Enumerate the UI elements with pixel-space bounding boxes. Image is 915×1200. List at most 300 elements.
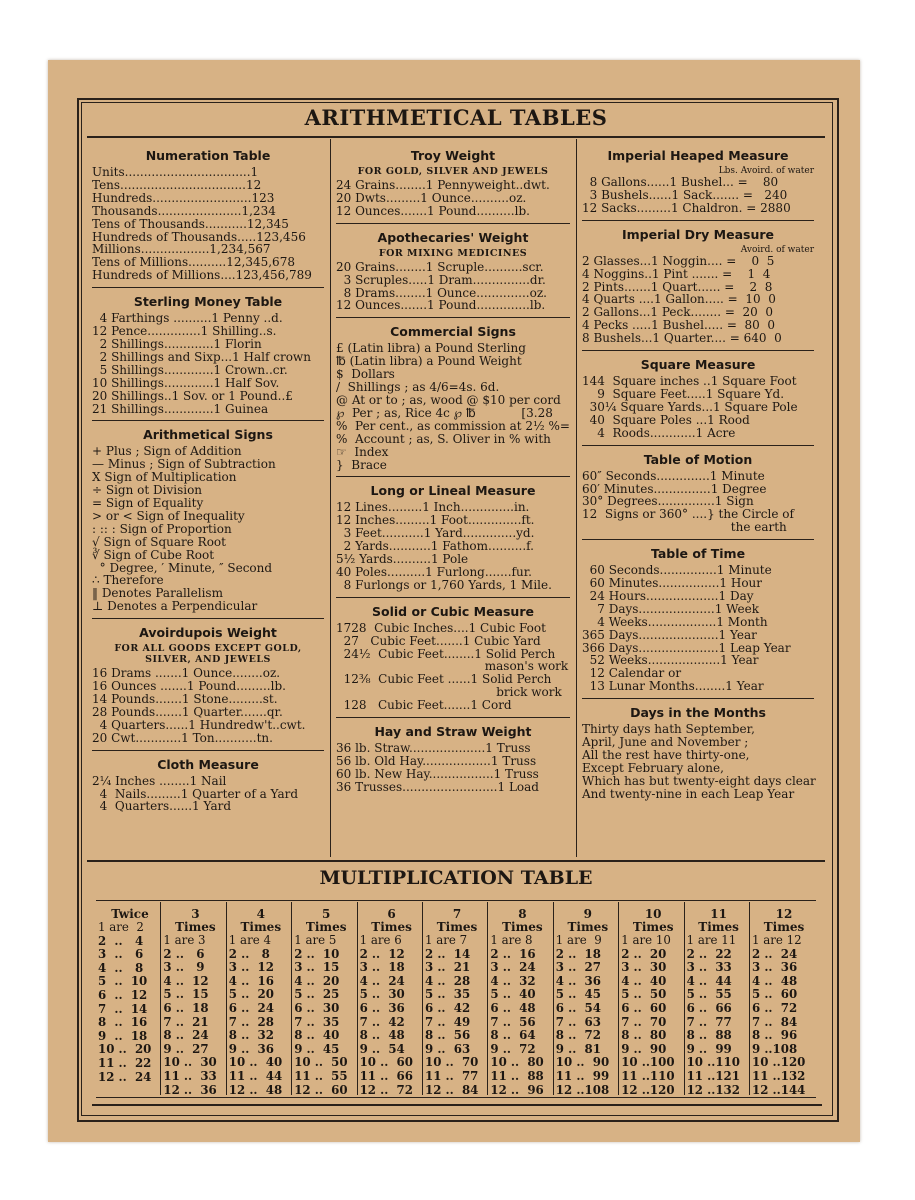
times-table-divider [226,902,227,1095]
section-divider [582,698,814,699]
table-row: √ Sign of Square Root [92,534,226,549]
times-table-row: 12 .. 72 [359,1082,413,1097]
table-row: 60 Minutes................1 Hour [582,576,763,591]
table-apothecaries-weight [336,230,570,313]
times-table-row: 12 .. 48 [228,1082,283,1097]
section-divider [92,420,324,421]
times-table-row: 12 ..120 [621,1082,675,1097]
times-table-divider [160,902,161,1095]
table-row: 21 Shillings.............1 Guinea [92,401,269,416]
table-row: 4 Quarters......1 Yard [92,799,232,814]
times-table-column [687,908,751,1097]
table-row: 27 Cubic Feet.......1 Cubic Yard [336,633,541,648]
section-divider [92,750,324,751]
times-table-row: 1 are 10 [621,933,671,947]
table-commercial-signs [336,324,570,471]
times-table-row: 9 .. 72 [490,1041,536,1056]
times-table-heading: Twice [111,907,149,921]
table-row: 365 Days.....................1 Year [582,627,757,642]
times-table-row: 3 .. 15 [294,960,340,975]
column-middle [336,148,570,794]
table-row: 8 Gallons......1 Bushel... = 80 [582,175,779,189]
times-table-row: 10 .. 40 [228,1055,283,1070]
times-table-divider [357,902,358,1095]
table-row: 7 Days....................1 Week [582,601,759,616]
times-table-row: 3 .. 36 [752,960,798,975]
title-rule [87,136,825,138]
times-table-heading: 3 [191,907,200,921]
table-row: 2 Shillings.............1 Florin [92,336,262,351]
times-table-column [98,908,162,1084]
table-avoirdupois-weight [92,625,324,744]
times-table-row: 8 .. 64 [490,1028,536,1043]
times-table-row: 2 .. 12 [359,946,405,961]
times-table-heading: 7 [452,907,462,921]
times-table-heading: 11 [710,907,727,921]
table-row: 30° Degrees...............1 Sign [582,494,754,509]
times-table-divider [684,902,685,1095]
times-table-row: 8 .. 72 [555,1028,601,1043]
table-row: Millions..................1,234,567 [92,242,271,257]
bottom-rule [92,1104,822,1106]
times-table-row: 6 .. 12 [98,987,148,1002]
table-troy-weight [336,148,570,218]
times-table-row: 9 .. 99 [686,1041,732,1056]
table-solid-or-cubic-measure [336,604,570,712]
times-table-row: 11 .. 66 [359,1068,413,1083]
table-row: 40 Poles..........1 Furlong.......fur. [336,564,532,579]
table-row: + Plus ; Sign of Addition [92,444,242,459]
times-table-row: 3 .. 6 [98,947,144,962]
table-row: ⊥ Denotes a Perpendicular [92,599,258,614]
times-table-row: 5 .. 20 [228,987,274,1002]
times-table-row: 5 .. 50 [621,987,667,1002]
table-row: Units.................................1 [92,165,259,179]
table-row: ℘ Per ; as, Rice 4c ℘ ℔ [3.28 [336,405,553,420]
times-table-row: 10 .. 70 [425,1055,479,1070]
times-table-row: 6 .. 24 [228,1000,274,1015]
times-table-row: 10 .. 80 [490,1055,544,1070]
times-table-heading: 12 [775,907,793,921]
times-table-row: 1 are 11 [686,933,737,947]
table-row: 4 Farthings ..........1 Penny ..d. [92,311,283,326]
times-table-row: 5 .. 35 [425,987,471,1002]
times-table-divider [487,902,488,1095]
table-row: 1728 Cubic Inches....1 Cubic Foot [336,620,546,635]
times-table-row: 11 .. 44 [228,1068,283,1083]
times-table-row: 7 .. 21 [163,1014,209,1029]
table-row: the earth [582,520,787,535]
table-row: > or < Sign of Inequality [92,508,245,523]
times-table-heading: 10 [644,907,662,921]
table-row: 40 Square Poles ...1 Rood [582,412,750,427]
times-table-row: 6 .. 36 [359,1000,405,1015]
table-row: 2 Pints.......1 Quart...... = 2 8 [582,279,773,294]
times-table-row: 11 .. 55 [294,1068,348,1083]
table-imperial-heaped-measure [582,148,814,215]
times-table-row: 7 .. 49 [425,1014,471,1029]
times-table-row: 7 .. 56 [490,1014,536,1029]
table-row: @ At or to ; as, wood @ $10 per cord [336,392,561,407]
times-table-column [360,908,424,1097]
times-table-heading: Times [240,920,282,934]
times-table-row: 6 .. 66 [686,1000,732,1015]
times-table-row: 6 .. 54 [555,1000,601,1015]
times-table-column [752,908,816,1097]
table-row: 12 Pence..............1 Shilling..s. [92,324,277,339]
times-table-divider [291,902,292,1095]
table-row: Hundreds of Thousands.....123,456 [92,229,306,244]
times-table-row: 6 .. 72 [752,1000,798,1015]
column-note: Lbs. Avoird. of water [718,166,814,176]
times-table-row: 3 .. 27 [555,960,601,975]
times-table-row: 1 are 2 [98,920,144,934]
times-table-row: 7 .. 84 [752,1014,798,1029]
times-table-row: 3 .. 12 [228,960,274,975]
section-title: Days in the Months [630,705,766,721]
table-row: 16 Drams .......1 Ounce........oz. [92,666,281,681]
section-rule [87,860,825,862]
times-table-row: 9 .. 54 [359,1041,405,1056]
times-table-column [294,908,358,1097]
table-row: Thirty days hath September, [582,722,755,737]
section-title: Troy Weight [410,148,496,163]
times-table-row: 4 .. 40 [621,973,667,988]
table-row: 12 Ounces.......1 Pound..........lb. [336,203,530,218]
times-table-heading: 6 [387,907,396,921]
times-table-row: 6 .. 60 [621,1000,667,1015]
table-row: 14 Pounds.......1 Stone.........st. [92,692,278,706]
table-cloth-measure [92,757,324,814]
table-row: 2 Glasses...1 Noggin.... = 0 5 [582,253,775,268]
times-table-heading: Times [763,920,805,934]
table-row: 20 Cwt............1 Ton...........tn. [92,730,273,745]
section-divider [336,476,570,477]
times-table-row: 9 .. 36 [228,1041,274,1056]
times-table-column [556,908,620,1097]
table-arithmetical-signs [92,427,324,613]
times-table-column [425,908,489,1097]
times-table-row: 3 .. 33 [686,960,732,975]
times-table-row: 12 ..108 [555,1082,610,1097]
table-row: 56 lb. Old Hay..................1 Truss [336,754,537,768]
section-title: Sterling Money Table [133,294,283,310]
table-row: 30¼ Square Yards...1 Square Pole [582,399,798,414]
table-row: 3 Feet...........1 Yard..............yd. [336,526,535,541]
table-row: 2 Yards...........1 Fathom..........f. [336,539,534,554]
column-right [582,148,814,801]
times-table-row: 10 .. 50 [294,1055,348,1070]
times-table-row: 11 .. 77 [425,1068,479,1083]
section-title: Avoirdupois Weight [139,625,277,641]
table-row: 5½ Yards..........1 Pole [336,552,469,567]
times-table-row: 2 .. 18 [555,946,601,961]
times-table-row: 4 .. 28 [425,973,471,988]
times-table-row: 11 .. 88 [490,1068,544,1083]
times-table-row: 2 .. 8 [228,946,270,961]
table-row: 12 Inches.........1 Foot..............ft. [336,513,535,528]
table-row: 9 Square Feet.....1 Square Yd. [582,386,785,401]
times-table-row: 11 .. 33 [163,1068,217,1083]
table-table-of-time [582,546,814,693]
table-hay-and-straw-weight [336,724,570,794]
times-table-row: 8 .. 56 [425,1028,471,1043]
times-table-row: 10 ..100 [621,1055,675,1070]
section-title: Apothecaries' Weight [377,229,529,245]
times-table-heading: Times [502,920,543,934]
times-table-row: 1 are 5 [294,933,337,947]
times-table-heading: Times [567,920,609,934]
times-table-row: 6 .. 18 [163,1000,209,1015]
times-table-row: 4 .. 16 [228,973,274,988]
times-table-row: 10 .. 30 [163,1055,217,1070]
times-table-row: 8 .. 24 [163,1028,209,1043]
table-row: 4 Weeks..................1 Month [582,614,768,629]
section-title: Long or Lineal Measure [370,483,536,499]
table-row: 3 Scruples.....1 Dram...............dr. [336,272,546,287]
table-row: 8 Drams........1 Ounce..............oz. [336,285,547,300]
times-table-row: 1 are 3 [163,933,206,947]
table-row: Except February alone, [582,760,724,775]
table-row: ∴ Therefore [92,573,164,588]
times-table-row: 10 .. 90 [555,1055,610,1070]
table-row: 4 Nails.........1 Quarter of a Yard [92,786,299,801]
times-table-row: 10 ..110 [686,1055,740,1070]
table-sterling-money-table [92,294,324,415]
section-title: Solid or Cubic Measure [372,603,534,619]
table-row: Tens.................................12 [92,177,262,192]
section-divider [582,350,814,351]
times-table-row: 7 .. 70 [621,1014,667,1029]
times-table-row: 7 .. 42 [359,1014,405,1029]
section-title: Imperial Heaped Measure [607,148,789,163]
table-row: 3 Bushels......1 Sack....... = 240 [582,187,788,202]
times-table-row: 8 .. 40 [294,1028,340,1043]
table-days-in-the-months [582,705,814,800]
times-table-row: 8 .. 16 [98,1015,148,1030]
times-table-column [490,908,554,1097]
table-row: 16 Ounces .......1 Pound.........lb. [92,679,286,694]
times-table-row: 11 ..121 [686,1068,740,1083]
table-row: brick work [336,685,562,700]
multiplication-title: MULTIPLICATION TABLE [319,867,593,889]
table-row: 8 Bushels...1 Quarter.... = 640 0 [582,331,782,346]
times-table-row: 9 ..108 [752,1041,798,1056]
times-table-row: 12 .. 84 [425,1082,479,1097]
table-row: 52 Weeks...................1 Year [582,653,759,668]
table-row: 13 Lunar Months........1 Year [582,679,764,694]
table-row: 60″ Seconds..............1 Minute [582,468,765,483]
table-row: 2¼ Inches ........1 Nail [92,773,227,788]
table-row: 28 Pounds.......1 Quarter.......qr. [92,704,283,719]
times-table-heading: 8 [518,907,527,921]
times-table-row: 4 .. 48 [752,973,798,988]
table-numeration-table [92,148,324,282]
table-row: 4 Pecks .....1 Bushel..... = 80 0 [582,318,776,333]
times-table-row: 2 .. 14 [425,946,471,961]
section-divider [582,220,814,221]
table-row: ℔ (Latin libra) a Pound Weight [336,354,522,369]
table-row: % Per cent., as commission at 2½ %= [336,418,570,433]
times-table-row: 4 .. 32 [490,973,536,988]
times-table-row: 6 .. 42 [425,1000,471,1015]
times-table-heading: Times [371,920,412,934]
table-row: ☞ Index [336,444,389,459]
times-table-row: 3 .. 9 [163,960,205,975]
section-divider [336,223,570,224]
times-table-divider [422,902,423,1095]
times-table-row: 7 .. 63 [555,1014,601,1029]
table-row: 60′ Minutes...............1 Degree [582,481,767,496]
column-divider [330,139,331,857]
table-row: mason's work [336,659,569,674]
times-table-heading: Times [305,920,347,934]
table-row: And twenty-nine in each Leap Year [582,786,795,801]
times-table-row: 4 .. 44 [686,973,732,988]
times-table-row: 11 ..132 [752,1068,806,1083]
times-table-row: 9 .. 27 [163,1041,209,1056]
times-table-row: 2 .. 24 [752,946,798,961]
table-row: / Shillings ; as 4/6=4s. 6d. [336,380,500,395]
table-row: 10 Shillings.............1 Half Sov. [92,375,280,390]
table-row: 4 Quarters......1 Hundredw't..cwt. [92,717,306,732]
multiplication-top-rule [96,900,816,901]
table-row: 36 Trusses.........................1 Load [336,779,539,794]
times-table-row: 9 .. 90 [621,1041,667,1056]
table-row: 12 Ounces.......1 Pound..............lb. [336,298,546,313]
table-row: $ Dollars [336,367,395,382]
times-table-row: 1 are 6 [359,933,402,947]
table-row: 5 Shillings.............1 Crown..cr. [92,362,288,377]
times-table-row: 2 .. 6 [163,946,205,961]
times-table-row: 8 .. 48 [359,1028,405,1043]
times-table-heading: 4 [256,907,265,921]
table-table-of-motion [582,452,814,535]
times-table-row: 5 .. 60 [752,987,798,1002]
page-title: ARITHMETICAL TABLES [304,105,608,130]
times-table-row: 12 .. 96 [490,1082,544,1097]
times-table-row: 5 .. 15 [163,987,209,1002]
section-title: Cloth Measure [157,756,259,772]
table-row: 60 Seconds...............1 Minute [582,563,772,578]
table-row: 366 Days.....................1 Leap Year [582,640,791,655]
times-table-row: 12 .. 60 [294,1082,348,1097]
table-row: 4 Quarts ....1 Gallon..... = 10 0 [582,292,776,307]
table-row: % Account ; as, S. Oliver in % with [336,431,551,446]
times-table-divider [749,902,750,1095]
table-row: 12 Lines.........1 Inch..............in. [336,500,530,515]
times-table-row: 12 .. 24 [98,1069,152,1084]
times-table-row: 11 .. 99 [555,1068,610,1083]
section-title: Table of Time [650,546,746,562]
section-subtitle: FOR MIXING MEDICINES [378,247,528,259]
times-table-row: 2 .. 10 [294,946,340,961]
times-table-heading: 9 [583,907,592,921]
section-divider [336,717,570,718]
table-row: 60 lb. New Hay.................1 Truss [336,766,539,781]
times-table-row: 3 .. 18 [359,960,405,975]
table-row: = Sign of Equality [92,496,204,511]
times-table-row: 12 ..132 [686,1082,740,1097]
times-table-row: 2 .. 16 [490,946,536,961]
table-row: 36 lb. Straw....................1 Truss [336,741,531,756]
section-divider [582,539,814,540]
times-table-row: 7 .. 14 [98,1001,148,1016]
times-table-divider [618,902,619,1095]
section-title: Commercial Signs [390,324,516,340]
section-title: Numeration Table [145,148,271,163]
section-title: Square Measure [640,357,756,373]
times-table-row: 4 .. 8 [98,960,144,975]
times-table-row: 1 are 7 [425,933,468,947]
times-table-row: 6 .. 30 [294,1000,340,1015]
times-table-row: 8 .. 88 [686,1028,732,1043]
section-title: Arithmetical Signs [143,427,273,443]
table-row: 8 Furlongs or 1,760 Yards, 1 Mile. [336,577,552,592]
table-imperial-dry-measure [582,227,814,345]
times-table-row: 3 .. 21 [425,960,471,975]
table-row: 4 Roods............1 Acre [582,425,736,440]
times-table-row: 9 .. 45 [294,1041,340,1056]
column-left [92,148,324,813]
times-table-row: 7 .. 35 [294,1014,340,1029]
table-row: 24 Hours...................1 Day [582,588,754,603]
section-divider [92,287,324,288]
section-title: Imperial Dry Measure [622,226,774,242]
times-table-row: 10 ..120 [752,1055,806,1070]
times-table-row: 7 .. 28 [228,1014,274,1029]
section-divider [336,597,570,598]
table-row: 24½ Cubic Feet........1 Solid Perch [336,646,556,661]
times-table-row: 4 .. 24 [359,973,405,988]
times-table-row: 8 .. 96 [752,1028,798,1043]
table-long-or-lineal-measure [336,483,570,591]
times-table-row: 12 .. 36 [163,1082,217,1097]
section-title: Hay and Straw Weight [374,724,532,740]
table-row: 12⅜ Cubic Feet ......1 Solid Perch [336,672,552,687]
times-table-row: 12 ..144 [752,1082,806,1097]
table-row: Tens of Millions..........12,345,678 [92,255,295,270]
times-table-row: 4 .. 36 [555,973,601,988]
table-row: 144 Square inches ..1 Square Foot [582,374,797,389]
table-row: 4 Noggins..1 Pint ....... = 1 4 [582,266,771,281]
times-table-divider [553,902,554,1095]
table-square-measure [582,357,814,440]
times-table-row: 1 are 9 [555,933,602,947]
times-table-row: 10 .. 20 [98,1042,152,1057]
times-table-row: 2 .. 22 [686,946,732,961]
times-table-row: 11 .. 22 [98,1055,152,1070]
times-table-row: 6 .. 48 [490,1000,536,1015]
table-row: 20 Grains........1 Scruple..........scr. [336,259,544,274]
times-table-row: 3 .. 30 [621,960,667,975]
table-row: ∛ Sign of Cube Root [92,547,215,562]
times-table-column [163,908,227,1097]
times-table-row: 3 .. 24 [490,960,536,975]
times-table-row: 5 .. 30 [359,987,405,1002]
table-row: ° Degree, ′ Minute, ″ Second [92,560,273,575]
times-table-row: 5 .. 40 [490,987,536,1002]
table-row: 2 Gallons...1 Peck........ = 20 0 [582,305,774,320]
times-table-row: 5 .. 10 [98,974,148,989]
table-row: 2 Shillings and Sixp...1 Half crown [92,349,311,364]
table-row: : :: : Sign of Proportion [92,521,232,536]
table-row: 12 Sacks.........1 Chaldron. = 2880 [582,200,791,215]
times-table-row: 5 .. 25 [294,987,340,1002]
table-row: 12 Calendar or [582,666,682,681]
times-table-row: 2 .. 4 [98,933,144,948]
table-row: Hundreds..........................123 [92,190,275,205]
